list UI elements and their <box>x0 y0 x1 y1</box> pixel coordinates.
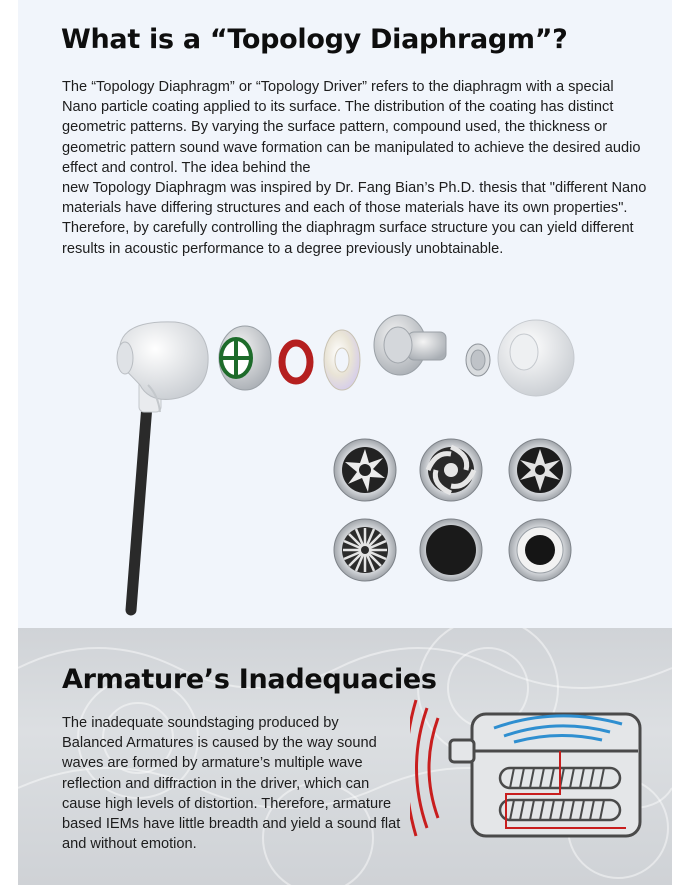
balanced-armature-diagram <box>410 688 650 848</box>
earphone-housing <box>117 322 208 412</box>
pattern-radial <box>334 519 396 581</box>
topology-diaphragm-disc <box>324 330 360 390</box>
section-title-armature: Armature’s Inadequacies <box>62 664 437 695</box>
front-housing-nozzle <box>374 315 446 375</box>
earphone-cable <box>131 378 161 610</box>
mesh-filter <box>466 344 490 376</box>
page-title: What is a “Topology Diaphragm”? <box>61 24 568 55</box>
diaphragm-pattern-grid <box>334 439 571 581</box>
topology-paragraph-1: The “Topology Diaphragm” or “Topology Driver” refers to the diaphragm with a special Nano particle coating applied to its surface. The distribution of the coating has distinct geometric patterns. By varying the surface pattern, compound used, the thickness or geometric pattern sound wave formation can be manipulated to achieve the desired audio effect and control. The idea behind the <box>62 79 641 176</box>
armature-description <box>62 713 402 854</box>
pattern-swirl <box>420 439 482 501</box>
pattern-solid-large <box>420 519 482 581</box>
sound-wave-arcs <box>410 700 438 836</box>
pattern-star-2 <box>509 439 571 501</box>
pattern-star-1 <box>334 439 396 501</box>
driver-unit <box>219 326 271 390</box>
red-spacer-ring <box>282 343 310 381</box>
silicone-ear-tip <box>498 320 574 396</box>
pattern-solid-small <box>509 519 571 581</box>
armature-paragraph: The inadequate soundstaging produced by Balanced Armatures is caused by the way sound waves are formed by armature’s multiple wave reflection and diffraction in the driver, which can cause high levels of distortion. Therefore, armature based IEMs have little breadth and yield a sound flat and without emotion. <box>62 715 401 853</box>
topology-paragraph-2: new Topology Diaphragm was inspired by Dr. Fang Bian’s Ph.D. thesis that "different Nano materials have differing structures and each of those materials have its own properties". Therefore, by carefully controlling the diaphragm surface structure you can yield different results in acoustic performance to a degree previously unobtainable. <box>62 180 647 257</box>
armature-housing <box>450 714 640 836</box>
